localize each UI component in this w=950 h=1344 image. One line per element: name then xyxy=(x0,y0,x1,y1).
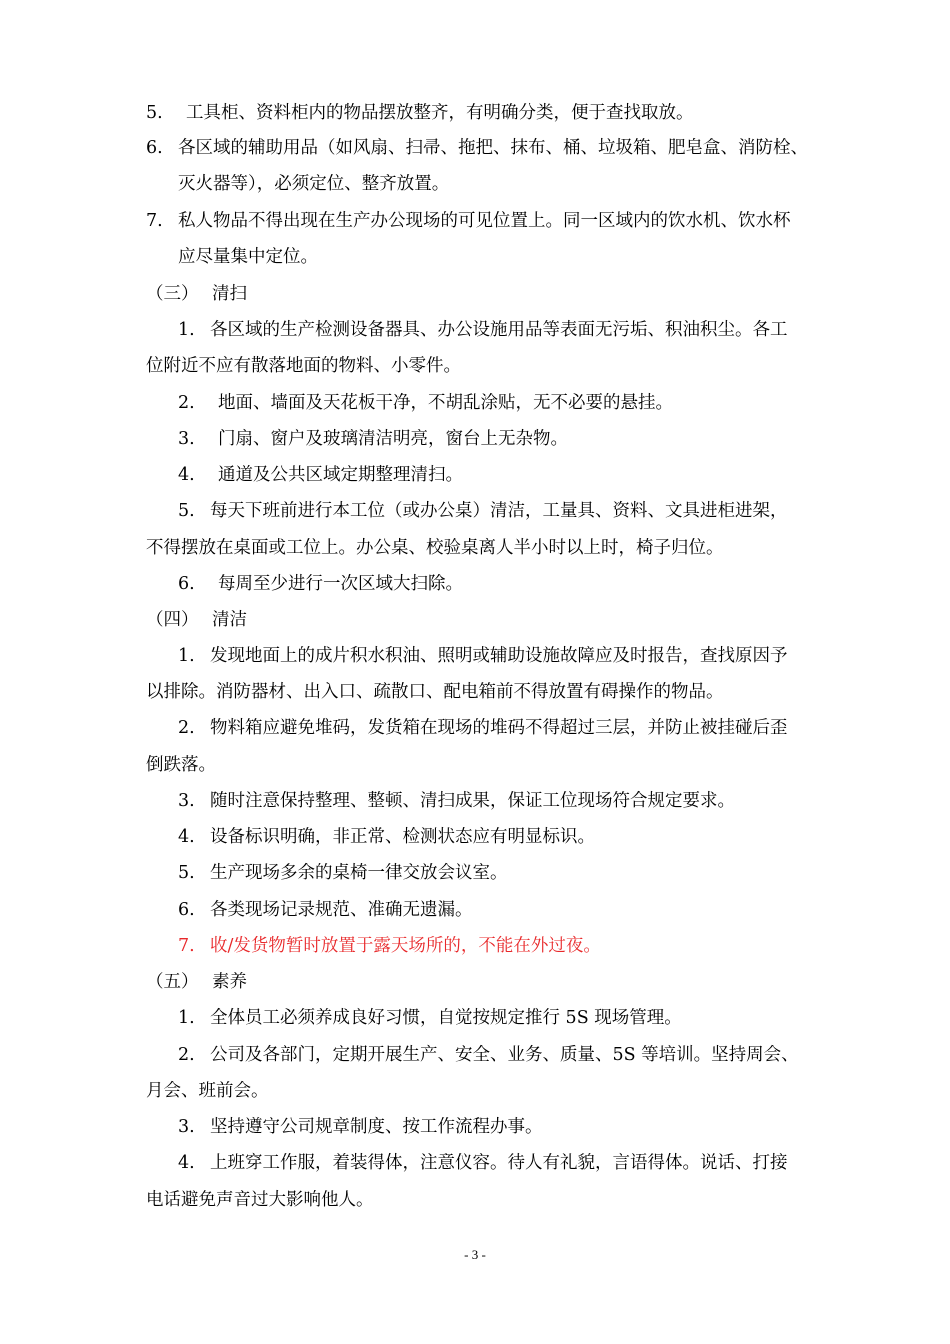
s4-item3-text: 随时注意保持整理、整顿、清扫成果，保证工位现场符合规定要求。 xyxy=(210,791,735,811)
s4-item1-line1 xyxy=(178,644,788,668)
section3-title: 清扫 xyxy=(212,284,247,304)
s4-item7-text: 收/发货物暂时放置于露天场所的，不能在外过夜。 xyxy=(210,936,601,956)
s3-item4-text: 通道及公共区域定期整理清扫。 xyxy=(218,465,463,485)
s4-item2-text1: 物料箱应避免堆码，发货箱在现场的堆码不得超过三层，并防止被挂碰后歪 xyxy=(210,718,788,738)
s2-item6-text1: 各区域的辅助用品（如风扇、扫帚、拖把、抹布、桶、垃圾箱、肥皂盒、消防栓、 xyxy=(178,138,808,158)
s5-item4-line1 xyxy=(178,1151,788,1175)
s2-item6-num: 6. xyxy=(146,138,163,158)
s3-item3-text: 门扇、窗户及玻璃清洁明亮，窗台上无杂物。 xyxy=(218,429,568,449)
section3-heading xyxy=(146,282,247,306)
s3-item1-num: 1. xyxy=(178,320,195,340)
section4-heading xyxy=(146,608,247,632)
s3-item1-line2: 位附近不应有散落地面的物料、小零件。 xyxy=(146,356,461,376)
s3-item6-num: 6. xyxy=(178,574,195,594)
s3-item5-line2: 不得摆放在桌面或工位上。办公桌、校验桌离人半小时以上时，椅子归位。 xyxy=(146,538,724,558)
s4-item6-num: 6. xyxy=(178,900,195,920)
s3-item2-num: 2. xyxy=(178,393,195,413)
s3-item5-text1: 每天下班前进行本工位（或办公桌）清洁，工量具、资料、文具进柜进架， xyxy=(210,501,788,521)
s2-item6-line1 xyxy=(146,136,808,160)
s5-item1 xyxy=(178,1006,682,1030)
s5-item4-num: 4. xyxy=(178,1153,195,1173)
s5-item2-text1: 公司及各部门，定期开展生产、安全、业务、质量、5S 等培训。坚持周会、 xyxy=(210,1045,799,1065)
s4-item2-num: 2. xyxy=(178,718,195,738)
s5-item4-text1: 上班穿工作服，着装得体，注意仪容。待人有礼貌，言语得体。说话、打接 xyxy=(210,1153,788,1173)
section3-label: （三） xyxy=(146,284,199,304)
s3-item5-line1 xyxy=(178,499,788,523)
section4-title: 清洁 xyxy=(212,610,247,630)
s4-item1-text1: 发现地面上的成片积水积油、照明或辅助设施故障应及时报告，查找原因予 xyxy=(210,646,788,666)
s3-item1-text1: 各区域的生产检测设备器具、办公设施用品等表面无污垢、积油积尘。各工 xyxy=(210,320,788,340)
s4-item2-line1 xyxy=(178,716,788,740)
s3-item6-text: 每周至少进行一次区域大扫除。 xyxy=(218,574,463,594)
s4-item2-line2: 倒跌落。 xyxy=(146,755,216,775)
s4-item4 xyxy=(178,825,595,849)
s2-item6-line2: 灭火器等），必须定位、整齐放置。 xyxy=(178,174,450,194)
section4-label: （四） xyxy=(146,610,199,630)
section5-heading xyxy=(146,970,247,994)
s5-item2-line1 xyxy=(178,1043,799,1067)
s2-item5-num: 5. xyxy=(146,103,163,123)
s2-item7-num: 7. xyxy=(146,211,163,231)
s4-item7-highlight xyxy=(178,934,601,958)
s5-item1-text: 全体员工必须养成良好习惯，自觉按规定推行 5S 现场管理。 xyxy=(210,1008,682,1028)
section5-title: 素养 xyxy=(212,972,247,992)
s3-item4 xyxy=(178,463,463,487)
s3-item6 xyxy=(178,572,463,596)
s2-item7-line2: 应尽量集中定位。 xyxy=(178,247,318,267)
s4-item3-num: 3. xyxy=(178,791,195,811)
s3-item3-num: 3. xyxy=(178,429,195,449)
s2-item7-text1: 私人物品不得出现在生产办公现场的可见位置上。同一区域内的饮水机、饮水杯 xyxy=(178,211,791,231)
s2-item5 xyxy=(146,101,694,125)
s3-item2-text: 地面、墙面及天花板干净，不胡乱涂贴，无不必要的悬挂。 xyxy=(218,393,673,413)
s5-item3-num: 3. xyxy=(178,1117,195,1137)
s3-item3 xyxy=(178,427,568,451)
section5-label: （五） xyxy=(146,972,199,992)
s5-item1-num: 1. xyxy=(178,1008,195,1028)
s2-item7-line1 xyxy=(146,209,791,233)
s3-item4-num: 4. xyxy=(178,465,195,485)
s4-item6 xyxy=(178,898,473,922)
page-number: - 3 - xyxy=(464,1247,486,1262)
s4-item3 xyxy=(178,789,735,813)
s5-item2-num: 2. xyxy=(178,1045,195,1065)
s4-item4-text: 设备标识明确，非正常、检测状态应有明显标识。 xyxy=(210,827,595,847)
s4-item6-text: 各类现场记录规范、准确无遗漏。 xyxy=(210,900,473,920)
s2-item5-text: 工具柜、资料柜内的物品摆放整齐，有明确分类，便于查找取放。 xyxy=(186,103,694,123)
s5-item3-text: 坚持遵守公司规章制度、按工作流程办事。 xyxy=(210,1117,543,1137)
s3-item2 xyxy=(178,391,673,415)
s4-item5-text: 生产现场多余的桌椅一律交放会议室。 xyxy=(210,863,508,883)
s3-item1-line1 xyxy=(178,318,788,342)
s4-item1-line2: 以排除。消防器材、出入口、疏散口、配电箱前不得放置有碍操作的物品。 xyxy=(146,682,724,702)
s5-item3 xyxy=(178,1115,543,1139)
s3-item5-num: 5. xyxy=(178,501,195,521)
s4-item7-num: 7. xyxy=(178,936,195,956)
s5-item4-line2: 电话避免声音过大影响他人。 xyxy=(146,1190,374,1210)
s4-item5 xyxy=(178,861,508,885)
s4-item1-num: 1. xyxy=(178,646,195,666)
s5-item2-line2: 月会、班前会。 xyxy=(146,1081,269,1101)
s4-item5-num: 5. xyxy=(178,863,195,883)
s4-item4-num: 4. xyxy=(178,827,195,847)
